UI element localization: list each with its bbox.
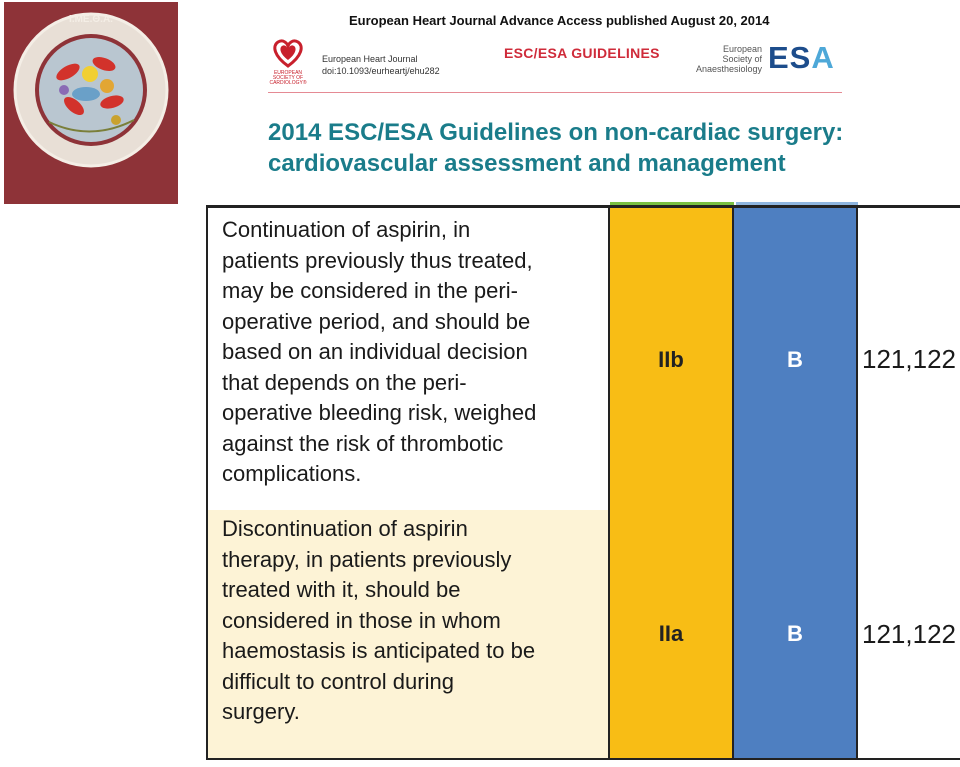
- text-line: against the risk of thrombotic: [222, 430, 504, 456]
- esa-small-line-1: European: [722, 44, 762, 54]
- text-line: may be considered in the peri-: [222, 278, 518, 303]
- text-line: complications.: [222, 461, 362, 486]
- guidelines-label: ESC/ESA GUIDELINES: [504, 45, 660, 61]
- publication-line: European Heart Journal Advance Access published August 20, 2014: [349, 13, 770, 28]
- document-title: [268, 117, 908, 179]
- text-line: haemostasis is anticipated to be: [222, 638, 536, 663]
- text-line: Continuation of aspirin, in: [222, 217, 471, 242]
- institute-seal-logo: [4, 2, 178, 204]
- reference-cell: 121,122: [858, 208, 960, 511]
- text-line: considered in those in whom: [222, 607, 501, 633]
- text-line: operative period, and should be: [222, 308, 531, 334]
- table-row: [206, 510, 960, 760]
- reference-cell: 121,122: [858, 510, 960, 758]
- esa-logo: [768, 40, 835, 76]
- recommendations-table: [206, 205, 960, 760]
- text-line: Discontinuation of aspirin: [222, 516, 468, 541]
- esc-logo: [266, 36, 310, 86]
- text-line: treated with it, should be: [222, 577, 461, 602]
- esc-logo-text-1: EUROPEAN: [273, 70, 303, 76]
- recommendation-text: [206, 208, 610, 511]
- text-line: operative bleeding risk, weighed: [222, 400, 537, 425]
- level-cell: B: [734, 510, 858, 758]
- text-line: surgery.: [222, 699, 300, 724]
- title-line-1: 2014 ESC/ESA Guidelines on non-cardiac surgery:: [268, 119, 844, 146]
- recommendation-text: [206, 510, 610, 758]
- text-line: patients previously thus treated,: [222, 247, 533, 273]
- esa-small-line-3: Anaesthesiology: [695, 64, 762, 74]
- esa-logo-a: A: [811, 40, 835, 75]
- text-line: based on an individual decision: [222, 339, 528, 364]
- esc-logo-text-2: SOCIETY OF: [272, 75, 304, 81]
- journal-info: [322, 53, 440, 77]
- title-line-2: cardiovascular assessment and management: [268, 150, 786, 177]
- esa-logo-es: ES: [768, 40, 812, 75]
- table-row: [206, 205, 960, 513]
- esa-society-name: [680, 44, 762, 74]
- journal-name: European Heart Journal: [322, 54, 418, 64]
- level-cell: B: [734, 208, 858, 511]
- esc-logo-text-3: CARDIOLOGY®: [269, 80, 307, 86]
- journal-doi: doi:10.1093/eurheartj/ehu282: [322, 66, 440, 76]
- text-line: difficult to control during: [222, 668, 454, 694]
- class-cell: IIa: [610, 510, 734, 758]
- text-line: therapy, in patients previously: [222, 546, 512, 572]
- text-line: that depends on the peri-: [222, 369, 467, 395]
- svg-text:Ι.ΜΕ.Θ.Α.: Ι.ΜΕ.Θ.Α.: [69, 14, 113, 25]
- header-divider: [268, 92, 842, 93]
- esa-small-line-2: Society of: [722, 54, 762, 64]
- class-cell: IIb: [610, 208, 734, 511]
